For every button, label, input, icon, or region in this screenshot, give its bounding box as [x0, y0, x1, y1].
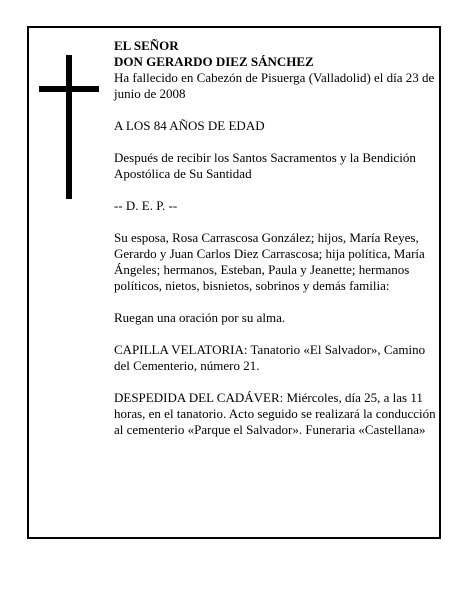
cross-vertical-bar	[66, 55, 72, 199]
deceased-name: DON GERARDO DIEZ SÁNCHEZ	[114, 54, 314, 69]
death-info: Ha fallecido en Cabezón de Pisuerga (Valladolid) el día 23 de junio de 2008	[114, 70, 435, 101]
family-list: Su esposa, Rosa Carrascosa González; hijos, María Reyes, Gerardo y Juan Carlos Diez Carrascosa; hija política, María Ángeles; hermanos, Esteban, Paula y Jeanette; hermanos políticos, nietos, bisnietos, sobrinos y demás familia:	[114, 230, 425, 293]
age-line: A LOS 84 AÑOS DE EDAD	[114, 118, 265, 133]
rip-line: -- D. E. P. --	[114, 198, 178, 213]
header-block	[114, 38, 436, 102]
cross-icon	[39, 55, 99, 199]
cross-horizontal-bar	[39, 86, 99, 92]
prayer-line: Ruegan una oración por su alma.	[114, 310, 286, 325]
title-line-1: EL SEÑOR	[114, 38, 179, 53]
farewell-info: DESPEDIDA DEL CADÁVER: Miércoles, día 25, a las 11 horas, en el tanatorio. Acto seguido se realizará la conducción al cementerio «Parque el Salvador». Funeraria «Castellana»	[114, 390, 436, 437]
sacraments-line: Después de recibir los Santos Sacramentos y la Bendición Apostólica de Su Santidad	[114, 150, 416, 181]
notice-content	[114, 38, 436, 454]
chapel-info: CAPILLA VELATORIA: Tanatorio «El Salvador», Camino del Cementerio, número 21.	[114, 342, 426, 373]
obituary-notice	[27, 26, 441, 539]
